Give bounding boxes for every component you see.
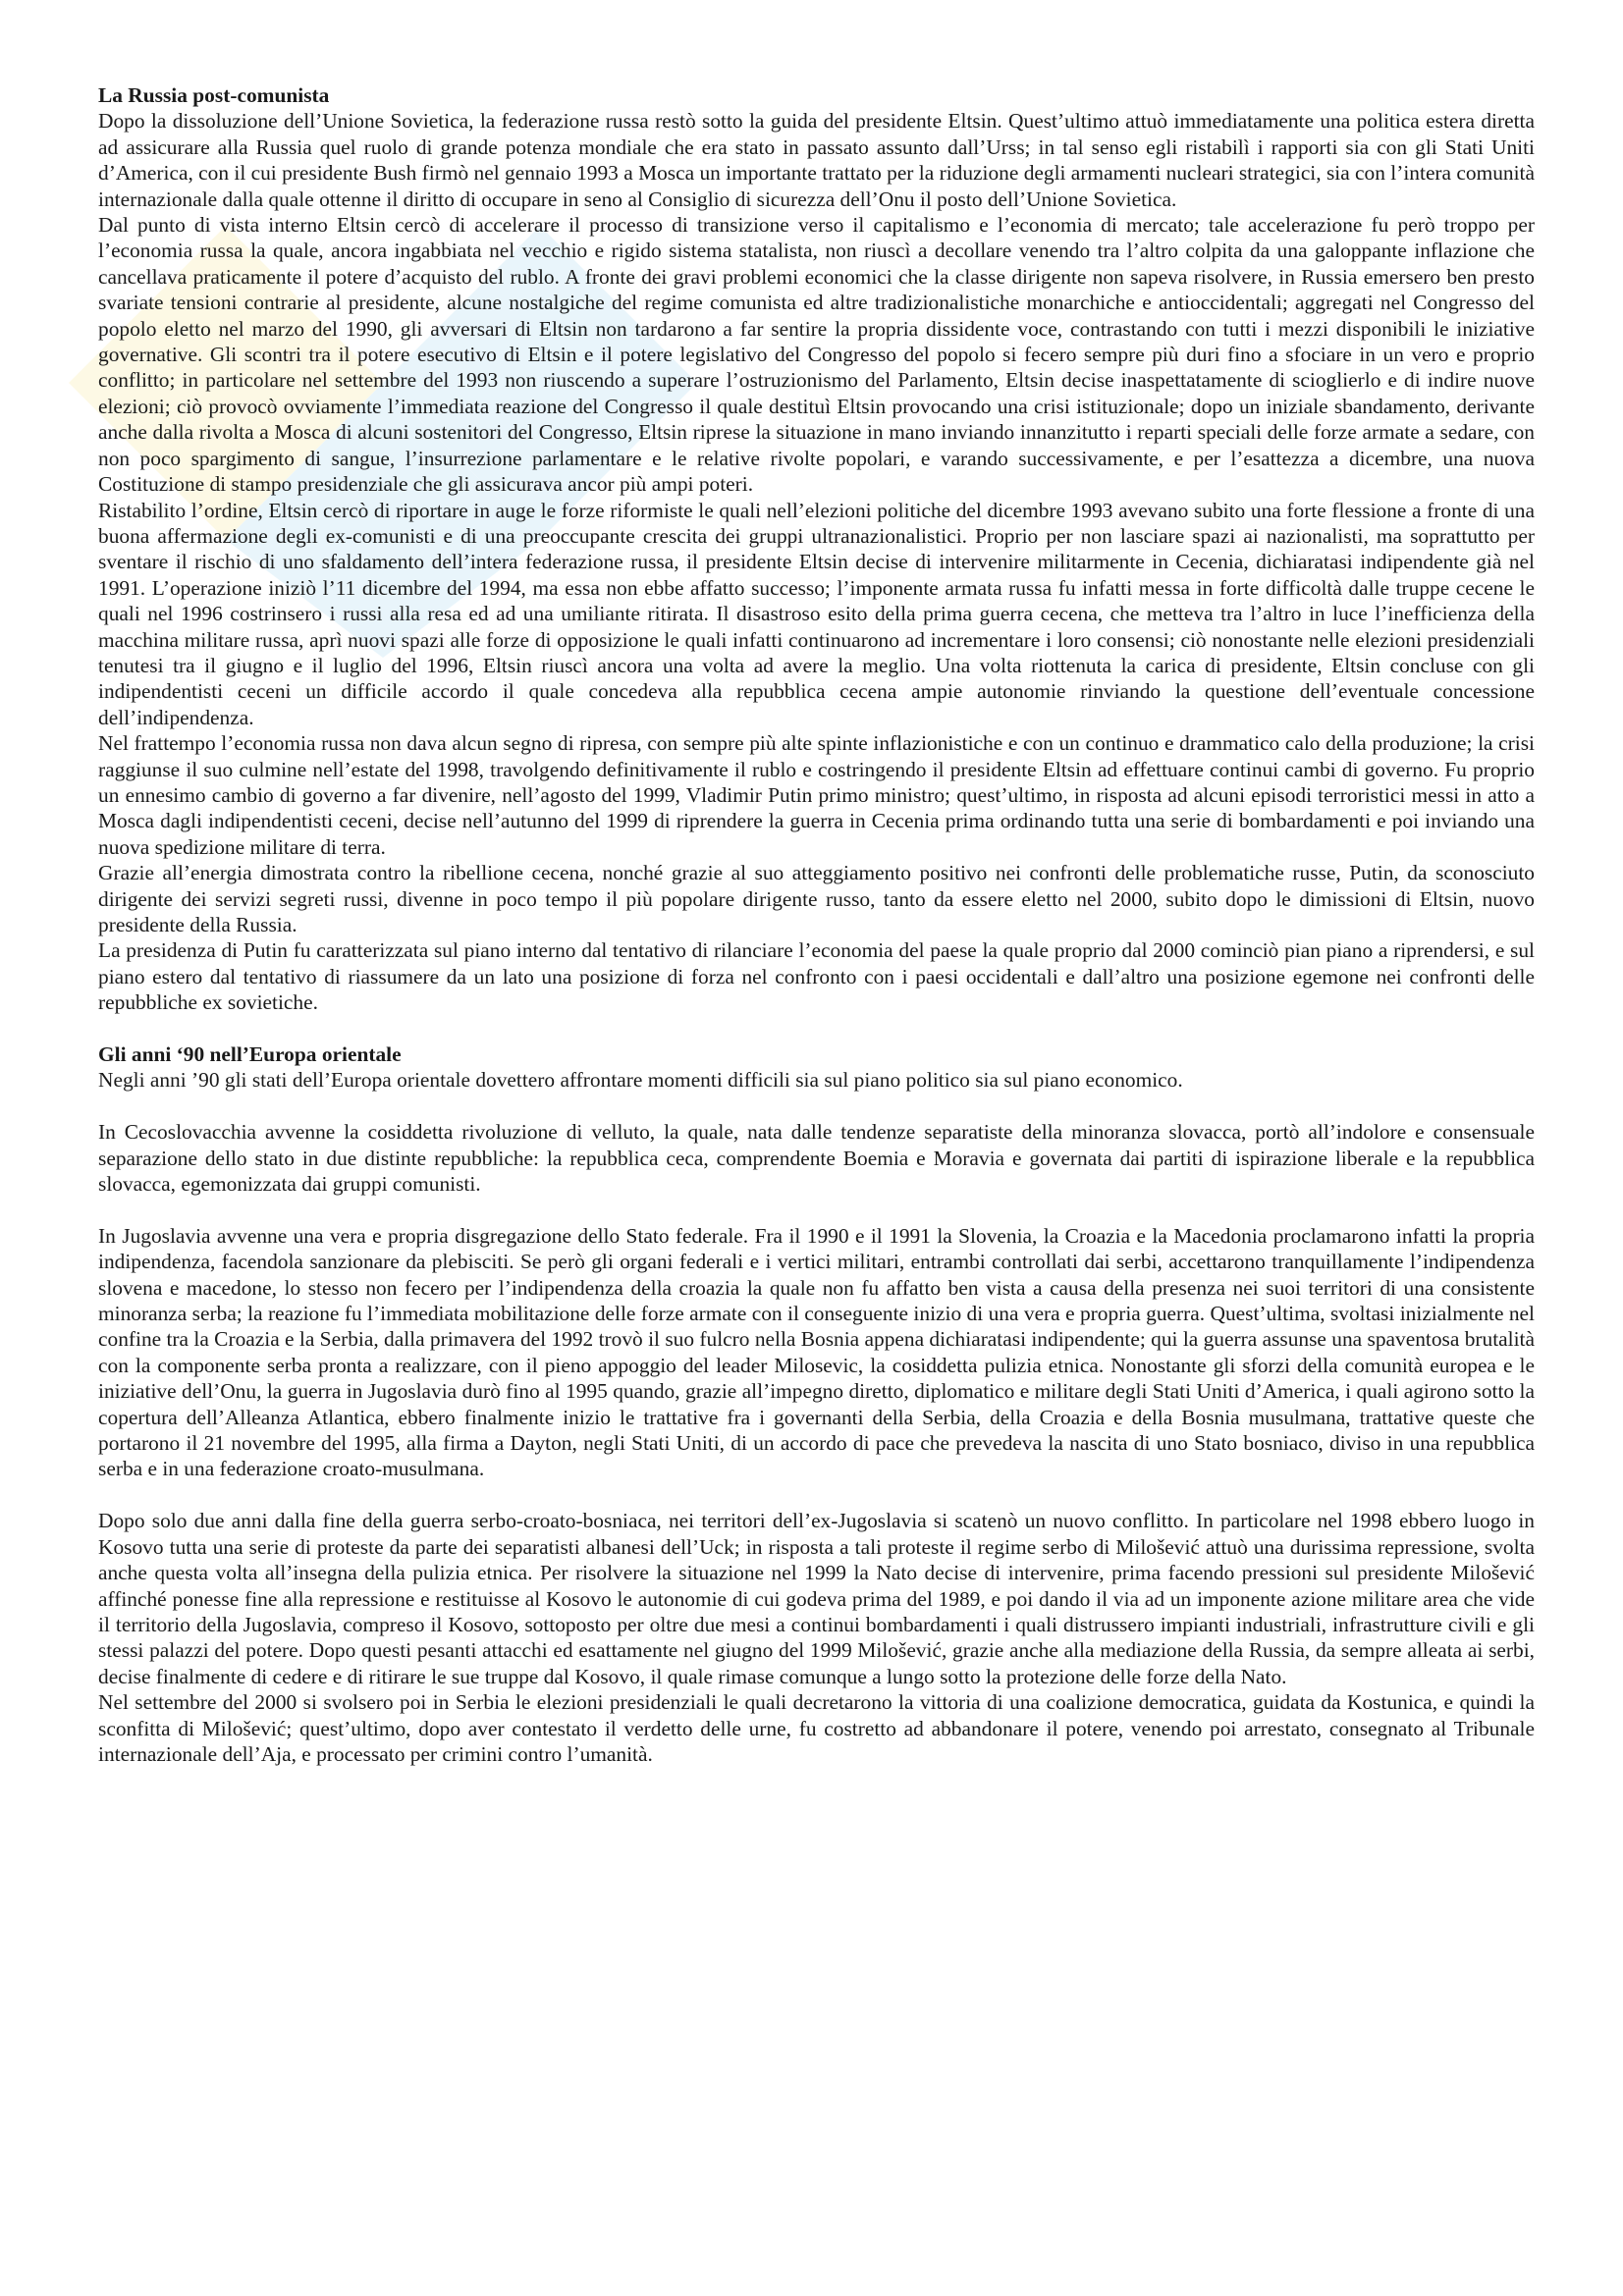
paragraph: Nel settembre del 2000 si svolsero poi in Serbia le elezioni presidenziali le quali decretarono la vittoria di una coalizione democratica, guidata da Kostunica, e quindi la sconfitta di Milošević; quest’ultimo, dopo aver contestato il verdetto delle urne, fu costretto ad abbandonare il potere, venendo poi arrestato, consegnato al Tribunale internazionale dell’Aja, e processato per crimini contro l’umanità. — [98, 1690, 1535, 1766]
paragraph: Grazie all’energia dimostrata contro la ribellione cecena, nonché grazie al suo atteggiamento positivo nei confronti delle problematiche russe, Putin, da sconosciuto dirigente dei servizi segreti russi, divenne in poco tempo il più popolare dirigente russo, tanto da essere eletto nel 2000, subito dopo le dimissioni di Eltsin, nuovo presidente della Russia. — [98, 861, 1535, 936]
paragraph: Dopo la dissoluzione dell’Unione Sovietica, la federazione russa restò sotto la guida del presidente Eltsin. Quest’ultimo attuò immediatamente una politica estera diretta ad assicurare alla Russia quel ruolo di grande potenza mondiale che era stato in passato assunto dall’Urss; in tal senso egli ristabilì i rapporti sia con gli Stati Uniti d’America, con il cui presidente Bush firmò nel gennaio 1993 a Mosca un importante trattato per la riduzione degli armamenti nucleari strategici, sia con l’intera comunità internazionale dalla quale ottenne il diritto di occupare in seno al Consiglio di sicurezza dell’Onu il posto dell’Unione Sovietica. — [98, 109, 1535, 211]
section-heading-russia: La Russia post-comunista — [98, 83, 330, 107]
paragraph: In Jugoslavia avvenne una vera e propria disgregazione dello Stato federale. Fra il 1990 e il 1991 la Slovenia, la Croazia e la Macedonia proclamarono infatti la propria indipendenza, facendola sanzionare da plebisciti. Se però gli organi federali e i vertici militari, entrambi controllati dai serbi, accettarono tranquillamente l’indipendenza slovena e macedone, lo stesso non fecero per l’indipendenza della croazia la quale non fu affatto ben vista a causa della presenza nei suoi territori di una consistente minoranza serba; la reazione fu l’immediata mobilitazione delle forze armate con il conseguente inizio di una vera e propria guerra. Quest’ultima, svoltasi inizialmente nel confine tra la Croazia e la Serbia, dalla primavera del 1992 trovò il suo fulcro nella Bosnia appena dichiaratasi indipendente; qui la guerra assunse una spaventosa brutalità con la componente serba pronta a realizzare, con il pieno appoggio del leader Milosevic, la cosiddetta pulizia etnica. Nonostante gli sforzi della comunità europea e le iniziative dell’Onu, la guerra in Jugoslavia durò fino al 1995 quando, grazie all’impegno diretto, diplomatico e militare degli Stati Uniti d’America, i quali agirono sotto la copertura dell’Alleanza Atlantica, ebbero finalmente inizio le trattative fra i governanti della Serbia, della Croazia e della Bosnia musulmana, trattative queste che portarono il 21 novembre del 1995, alla firma a Dayton, negli Stati Uniti, di un accordo di pace che prevedeva la nascita di uno Stato bosniaco, diviso in una repubblica serba e in una federazione croato-musulmana. — [98, 1223, 1535, 1481]
section-heading-europa-orientale: Gli anni ‘90 nell’Europa orientale — [98, 1042, 402, 1067]
paragraph: La presidenza di Putin fu caratterizzata sul piano interno dal tentativo di rilanciare l’economia del paese la quale proprio dal 2000 cominciò pian piano a riprendersi, e sul piano estero dal tentativo di riassumere da un lato una posizione di forza nel confronto con i paesi occidentali e dall’altro una posizione egemone nei confronti delle repubbliche ex sovietiche. — [98, 938, 1535, 1015]
paragraph: Negli anni ’90 gli stati dell’Europa orientale dovettero affrontare momenti difficili sia sul piano politico sia sul piano economico. — [98, 1068, 1183, 1093]
paragraph: In Cecoslovacchia avvenne la cosiddetta rivoluzione di velluto, la quale, nata dalle tendenze separatiste della minoranza slovacca, portò all’indolore e consensuale separazione dello stato in due distinte repubbliche: la repubblica ceca, comprendente Boemia e Moravia e governata dai partiti di ispirazione liberale e la repubblica slovacca, egemonizzata dai gruppi comunisti. — [98, 1120, 1535, 1197]
paragraph: Dopo solo due anni dalla fine della guerra serbo-croato-bosniaca, nei territori dell’ex-Jugoslavia si scatenò un nuovo conflitto. In particolare nel 1998 ebbero luogo in Kosovo tutta una serie di proteste da parte dei separatisti albanesi dell’Uck; in risposta a tali proteste il regime serbo di Milošević attuò una durissima repressione, svolta anche questa volta all’insegna della pulizia etnica. Per risolvere la situazione nel 1999 la Nato decise di intervenire, prima facendo pressioni sul presidente Milošević affinché ponesse fine alla repressione e restituisse al Kosovo le autonomie di cui godeva prima del 1989, e poi dando il via ad un imponente azione militare area che vide il territorio della Jugoslavia, compreso il Kosovo, sottoposto per oltre due mesi a continui bombardamenti i quali distrussero impianti industriali, infrastrutture civili e gli stessi palazzi del potere. Dopo questi pesanti attacchi ed esattamente nel giugno del 1999 Milošević, grazie anche alla mediazione della Russia, da sempre alleata ai serbi, decise finalmente di cedere e di ritirare le sue truppe dal Kosovo, il quale rimase comunque a lungo sotto la protezione delle forze della Nato. — [98, 1509, 1535, 1688]
paragraph: Ristabilito l’ordine, Eltsin cercò di riportare in auge le forze riformiste le quali nell’elezioni politiche del dicembre 1993 avevano subito una forte flessione a fronte di una buona affermazione degli ex-comunisti e di una preoccupante crescita dei gruppi ultranazionalistici. Proprio per non lasciare spazi ai nazionalisti, ma soprattutto per sventare il rischio di uno sfaldamento dell’intera federazione russa, il presidente Eltsin decise di intervenire militarmente in Cecenia, dichiaratasi indipendente già nel 1991. L’operazione iniziò l’11 dicembre del 1994, ma essa non ebbe affatto successo; l’imponente armata russa fu infatti messa in forte difficoltà dalle truppe cecene le quali nel 1996 costrinsero i russi alla resa ed ad una umiliante ritirata. Il disastroso esito della prima guerra cecena, che metteva tra l’altro in luce l’inefficienza della macchina militare russa, aprì nuovi spazi alle forze di opposizione le quali infatti continuarono ad incrementare i loro consensi; ciò nonostante nelle elezioni presidenziali tenutesi tra il giugno e il luglio del 1996, Eltsin riuscì ancora una volta ad avere la meglio. Una volta riottenuta la carica di presidente, Eltsin concluse con gli indipendentisti ceceni un difficile accordo il quale concedeva alla repubblica cecena ampie autonomie rinviando la questione dell’eventuale concessione dell’indipendenza. — [98, 498, 1535, 729]
paragraph: Nel frattempo l’economia russa non dava alcun segno di ripresa, con sempre più alte spinte inflazionistiche e con un continuo e drammatico calo della produzione; la crisi raggiunse il suo culmine nell’estate del 1998, travolgendo definitivamente il rublo e costringendo il presidente Eltsin ad effettuare continui cambi di governo. Fu proprio un ennesimo cambio di governo a far divenire, nell’agosto del 1999, Vladimir Putin primo ministro; quest’ultimo, in risposta ad alcuni episodi terroristici messi in atto a Mosca dagli indipendentisti ceceni, decise nell’autunno del 1999 di riprendere la guerra in Cecenia prima ordinando tutta una serie di bombardamenti e poi inviando una nuova spedizione militare di terra. — [98, 731, 1535, 859]
paragraph: Dal punto di vista interno Eltsin cercò di accelerare il processo di transizione verso il capitalismo e l’economia di mercato; tale accelerazione fu però troppo per l’economia russa la quale, ancora ingabbiata nel vecchio e rigido sistema statalista, non riuscì a decollare venendo tra l’altro colpita da una galoppante inflazione che cancellava praticamente il potere d’acquisto del rublo. A fronte dei gravi problemi economici che la classe dirigente non sapeva risolvere, in Russia emersero ben presto svariate tensioni contrarie al presidente, alcune nostalgiche del regime comunista ed altre tradizionalistiche monarchiche e antioccidentali; aggregati nel Congresso del popolo eletto nel marzo del 1990, gli avversari di Eltsin non tardarono a far sentire la propria dissidente voce, contrastando con tutti i mezzi disponibili le iniziative governative. Gli scontri tra il potere esecutivo di Eltsin e il potere legislativo del Congresso del popolo si fecero sempre più duri fino a sfociare in un vero e proprio conflitto; in particolare nel settembre del 1993 non riuscendo a superare l’ostruzionismo del Parlamento, Eltsin decise inaspettatamente di scioglierlo e di indire nuove elezioni; ciò provocò ovviamente l’immediata reazione del Congresso il quale destituì Eltsin provocando una crisi istituzionale; dopo un iniziale sbandamento, derivante anche dalla rivolta a Mosca di alcuni sostenitori del Congresso, Eltsin riprese la situazione in mano inviando innanzitutto i reparti speciali delle forze armate a sedare, con non poco spargimento di sangue, l’insurrezione parlamentare e le relative rivolte popolari, e varando successivamente, e per l’esattezza a dicembre, una nuova Costituzione di stampo presidenziale che gli assicurava ancor più ampi poteri. — [98, 213, 1535, 497]
document-page — [98, 82, 1535, 1767]
